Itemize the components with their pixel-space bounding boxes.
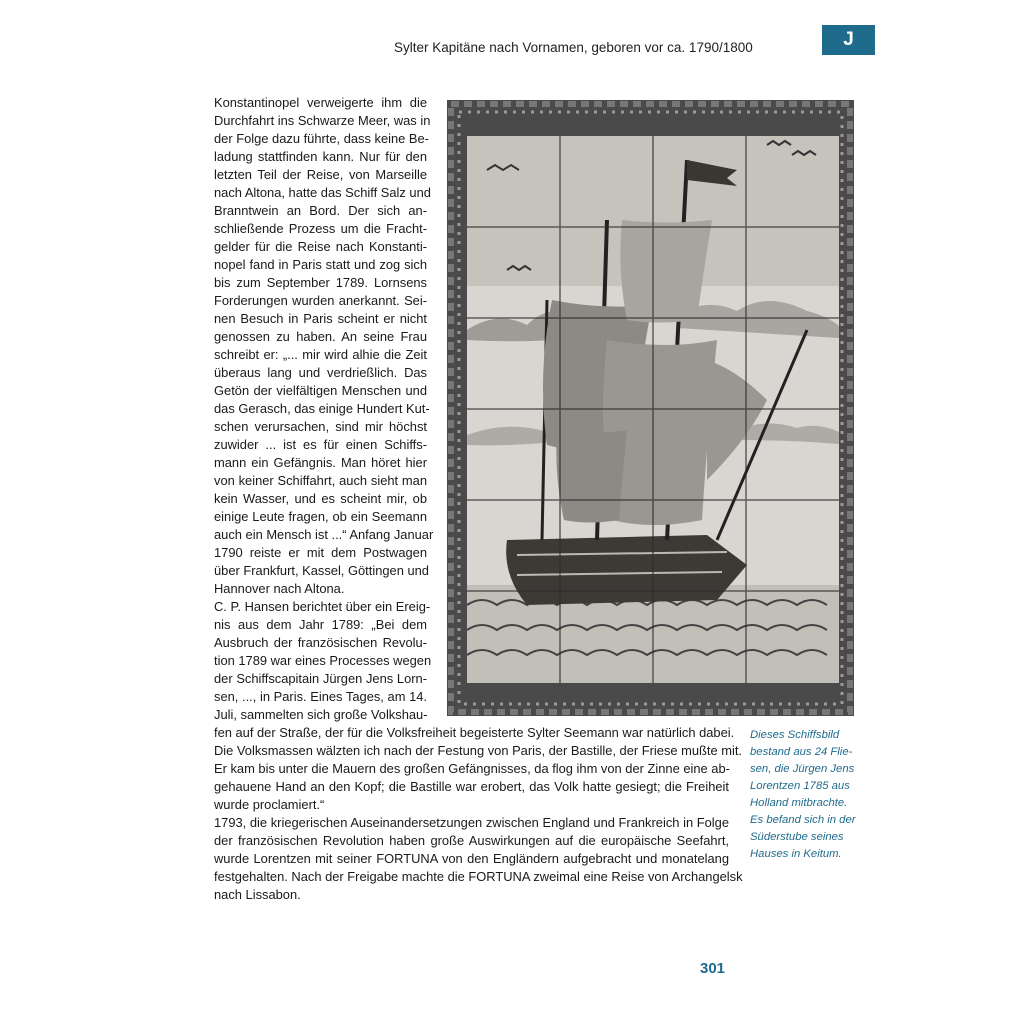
- text-line: Getön der vielfältigen Menschen und: [214, 383, 427, 398]
- caption-line: Dieses Schiffsbild: [750, 729, 840, 741]
- text-line: schen verursachen, sind mir höchst: [214, 419, 427, 434]
- text-line: von keiner Schiffahrt, auch sieht man: [214, 473, 427, 488]
- text-line: Er kam bis unter die Mauern des großen Gefängnisses, da flog ihm von der Zinne eine ab-: [214, 761, 730, 776]
- running-header: Sylter Kapitäne nach Vornamen, geboren vor ca. 1790/1800: [394, 40, 753, 55]
- caption-line: Holland mitbrachte.: [750, 797, 848, 809]
- text-line: das Gerasch, das einige Hundert Kut-: [214, 401, 430, 416]
- text-line: schließende Prozess um die Fracht-: [214, 221, 427, 236]
- text-line: 1790 reiste er mit dem Postwagen: [214, 545, 427, 560]
- text-line: Forderungen wurden anerkannt. Sei-: [214, 293, 427, 308]
- caption-line: sen, die Jürgen Jens: [750, 763, 855, 775]
- text-line: der französischen Revolution haben große Auswirkungen auf die europäische Seefahrt,: [214, 833, 729, 848]
- text-line: 1793, die kriegerischen Auseinandersetzungen zwischen England und Frankreich in Folge: [214, 815, 729, 830]
- text-line: schreibt er: „... mir wird alhie die Zeit: [214, 347, 427, 362]
- text-line: mann ein Gefängnis. Man höret hier: [214, 455, 427, 470]
- caption-line: Hauses in Keitum.: [750, 848, 842, 860]
- text-line: Durchfahrt ins Schwarze Meer, was in: [214, 113, 431, 128]
- text-line: Konstantinopel verweigerte ihm die: [214, 95, 427, 110]
- text-line: Die Volksmassen wälzten ich nach der Festung von Paris, der Bastille, der Friese mußte mit.: [214, 743, 743, 758]
- section-letter-badge: J: [822, 25, 875, 55]
- text-line: der Schiffscapitain Jürgen Jens Lorn-: [214, 671, 427, 686]
- text-line: wurde proclamiert.“: [214, 797, 325, 812]
- text-line: festgehalten. Nach der Freigabe machte die FORTUNA zweimal eine Reise von Archangelsk: [214, 869, 743, 884]
- ship-tile-picture: [447, 100, 854, 716]
- text-line: ladung stattfinden kann. Nur für den: [214, 149, 427, 164]
- caption-line: bestand aus 24 Flie-: [750, 746, 853, 758]
- image-caption: [750, 727, 870, 863]
- text-line: tion 1789 war eines Processes wegen: [214, 653, 432, 668]
- text-line: nach Altona, hatte das Schiff Salz und: [214, 185, 431, 200]
- text-line: nen Besuch in Paris scheint er nicht: [214, 311, 427, 326]
- page-number: 301: [700, 960, 726, 977]
- text-line: auch ein Mensch ist ...“ Anfang Januar: [214, 527, 434, 542]
- text-line: der Folge dazu führte, dass keine Be-: [214, 131, 429, 146]
- caption-line: Es befand sich in der: [750, 814, 856, 826]
- text-line: überaus lang und verdrießlich. Das: [214, 365, 427, 380]
- text-line: Branntwein an Bord. Der sich an-: [214, 203, 427, 218]
- text-line: nis aus dem Jahr 1789: „Bei dem: [214, 617, 427, 632]
- text-line: letzten Teil der Reise, von Marseille: [214, 167, 427, 182]
- text-line: einige Leute fragen, ob ein Seemann: [214, 509, 427, 524]
- text-line: zuwider ... ist es für einen Schiffs-: [214, 437, 427, 452]
- text-line: bis zum September 1789. Lornsens: [214, 275, 427, 290]
- text-line: C. P. Hansen berichtet über ein Ereig-: [214, 599, 431, 614]
- text-line: nach Lissabon.: [214, 887, 301, 902]
- text-line: fen auf der Straße, der für die Volksfreiheit begeisterte Sylter Seemann war natürlich dabei.: [214, 725, 735, 740]
- text-line: sen, ..., in Paris. Eines Tages, am 14.: [214, 689, 427, 704]
- caption-line: Lorentzen 1785 aus: [750, 780, 850, 792]
- text-line: kein Wasser, und es scheint mir, ob: [214, 491, 427, 506]
- text-line: genossen zu haben. An seine Frau: [214, 329, 427, 344]
- text-line: über Frankfurt, Kassel, Göttingen und: [214, 563, 429, 578]
- caption-line: Süderstube seines: [750, 831, 844, 843]
- text-line: gelder für die Reise nach Konstanti-: [214, 239, 427, 254]
- text-line: nopel fand in Paris statt und zog sich: [214, 257, 427, 272]
- text-line: Ausbruch der französischen Revolu-: [214, 635, 427, 650]
- text-line: Juli, sammelten sich große Volkshau-: [214, 707, 428, 722]
- text-line: gehauene Hand an den Kopf; die Bastille war erobert, das Volk hatte gesiegt; die Freiheit: [214, 779, 729, 794]
- text-line: Hannover nach Altona.: [214, 581, 345, 596]
- text-line: wurde Lorentzen mit seiner FORTUNA von den Engländern aufgebracht und monatelang: [214, 851, 729, 866]
